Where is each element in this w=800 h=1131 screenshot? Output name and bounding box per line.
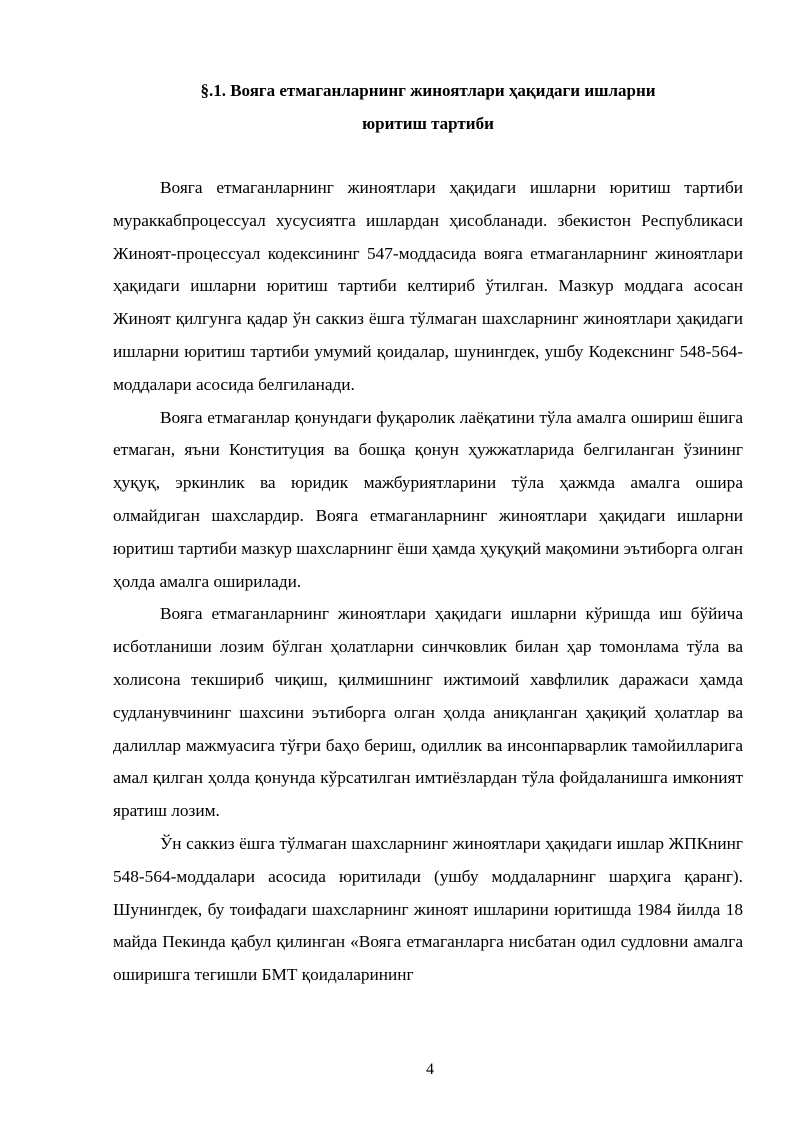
paragraph-4: Ўн саккиз ёшга тўлмаган шахсларнинг жиноятлари ҳақидаги ишлар ЖПКнинг 548-564-моддалари асосида юритилади (ушбу моддаларнинг шарҳига қаранг). Шунингдек, бу тоифадаги шахсларнинг жиноят ишларини юритишда 1984 йилда 18 майда Пекинда қабул қилинган «Вояга етмаганларга нисбатан одил судловни амалга оширишга тегишли БМТ қоидаларининг: [113, 833, 743, 985]
paragraph-2: Вояга етмаганлар қонундаги фуқаролик лаёқатини тўла амалга ошириш ёшига етмаган, яъни Конституция ва бошқа қонун ҳужжатларида белгиланган ўзининг ҳуқуқ, эркинлик ва юридик мажбуриятларини тўла ҳажмда амалга ошира олмайдиган шахслардир. Вояга етмаганларнинг жиноятлари ҳақидаги ишларни юритиш тартиби мазкур шахсларнинг ёши ҳамда ҳуқуқий мақомини эътиборга олган ҳолда амалга оширилади.: [113, 407, 743, 591]
section-heading: [113, 74, 743, 140]
paragraph-3: Вояга етмаганларнинг жиноятлари ҳақидаги ишларни кўришда иш бўйича исботланиши лозим бўлган ҳолатларни синчковлик билан ҳар томонлама тўла ва холисона текшириб чиқиш, қилмишнинг ижтимоий хавфлилик даражаси ҳамда судланувчининг шахсини эътиборга олган ҳолда аниқланган ҳақиқий ҳолатлар ва далиллар мажмуасига тўғри баҳо бериш, одиллик ва инсонпарварлик тамойилларига амал қилган ҳолда қонунда кўрсатилган имтиёзлардан тўла фойдаланишга имконият яратиш лозим.: [113, 604, 743, 821]
body-text: [113, 172, 743, 992]
section-heading-line-1: §.1. Вояга етмаганларнинг жиноятлари ҳақидаги ишларни: [200, 81, 656, 100]
page-number: 4: [426, 1061, 434, 1078]
section-heading-line-2: юритиш тартиби: [362, 114, 494, 133]
paragraph-1: Вояга етмаганларнинг жиноятлари ҳақидаги ишларни юритиш тартиби мураккабпроцессуал хусусиятга ишлардан ҳисобланади. збекистон Республикаси Жиноят-процессуал кодексининг 547-моддасида вояга етмаганларнинг жиноятлари ҳақидаги ишларни юритиш тартиби келтириб ўтилган. Мазкур моддага асосан Жиноят қилгунга қадар ўн саккиз ёшга тўлмаган шахсларнинг жиноятлари ҳақидаги ишларни юритиш тартиби умумий қоидалар, шунингдек, ушбу Кодекснинг 548-564-моддалари асосида белгиланади.: [113, 178, 743, 394]
